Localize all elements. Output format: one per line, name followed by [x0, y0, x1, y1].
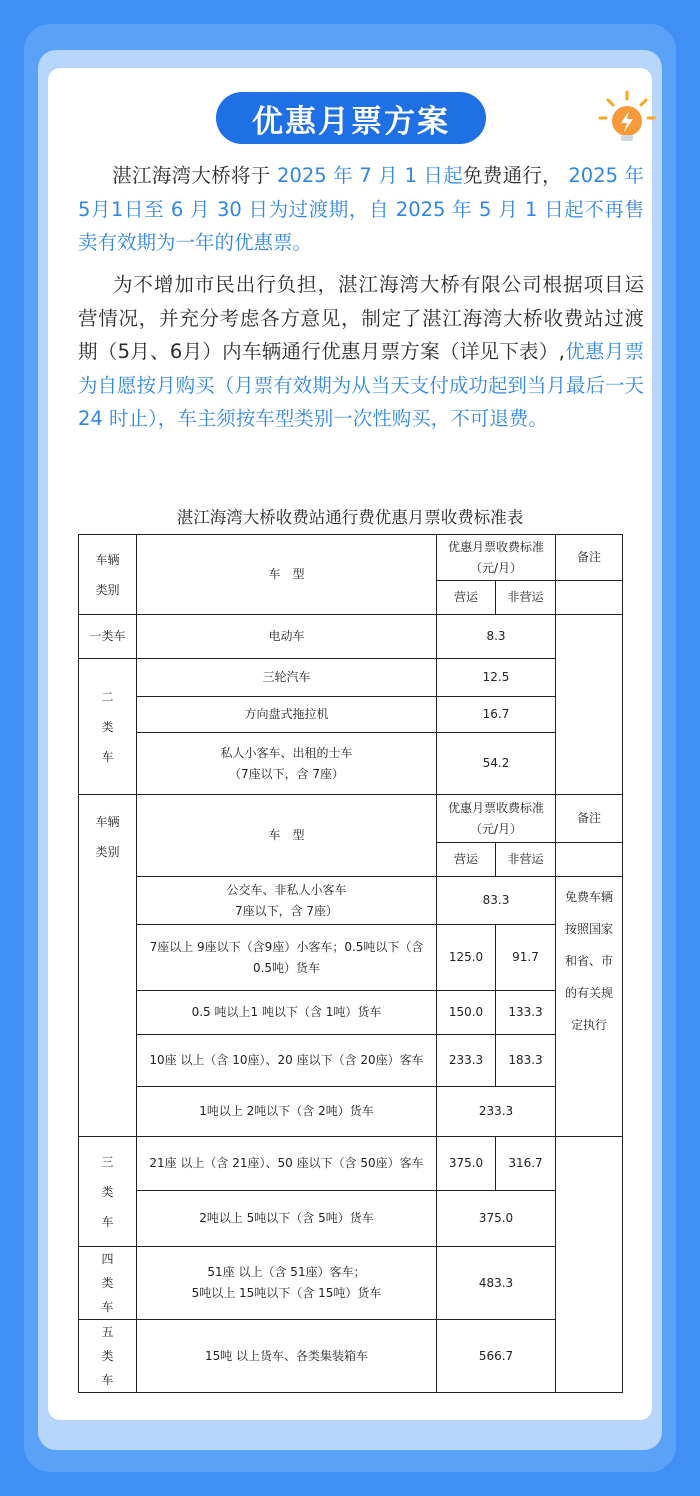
header-remark: 备注 — [556, 535, 623, 581]
class3-price-2: 375.0 — [437, 1191, 556, 1247]
class5-model: 15吨 以上货车、各类集装箱车 — [137, 1320, 437, 1393]
rowb-nonop-4: 183.3 — [496, 1035, 556, 1087]
rowb-price-1: 83.3 — [437, 877, 556, 925]
plan-paragraph — [78, 268, 644, 436]
rowb-model-1: 公交车、非私人小客车 7座以下，含 7座） — [137, 877, 437, 925]
table-title: 湛江海湾大桥收费站通行费优惠月票收费标准表 — [176, 508, 524, 527]
header-category: 车辆 类别 — [79, 535, 137, 615]
rowb-price-5: 233.3 — [437, 1087, 556, 1137]
table-row — [79, 991, 623, 1035]
table-row — [79, 877, 623, 925]
class1-label: 一类车 — [79, 615, 137, 659]
rowb-op-2: 125.0 — [437, 925, 496, 991]
remark-free-vehicles: 免费车辆 按照国家 和省、市 的有关规 定执行 — [556, 877, 623, 1137]
table-row — [79, 659, 623, 697]
class3-nonop-1: 316.7 — [496, 1137, 556, 1191]
class2-price-2: 16.7 — [437, 697, 556, 733]
fee-table — [78, 534, 623, 1393]
class2-model-3: 私人小客车、出租的士车 （7座以下，含 7座） — [137, 733, 437, 795]
table-row — [79, 1035, 623, 1087]
rowb-nonop-2: 91.7 — [496, 925, 556, 991]
rowb-model-3: 0.5 吨以上1 吨以下（含 1吨）货车 — [137, 991, 437, 1035]
rowb-model-2: 7座以上 9座以下（含9座）小客车；0.5吨以下（含 0.5吨）货车 — [137, 925, 437, 991]
page-title: 优惠月票方案 — [216, 92, 486, 144]
class3-op-1: 375.0 — [437, 1137, 496, 1191]
header-model: 车 型 — [137, 535, 437, 615]
table-row — [79, 1137, 623, 1191]
table-row — [79, 1247, 623, 1320]
table-header-row — [79, 535, 623, 581]
header-standard: 优惠月票收费标准 （元/月） — [437, 535, 556, 581]
intro-date-highlight: 2025 年 7 月 1 日起 — [277, 164, 463, 187]
intro-text-2: 免费通行， — [463, 164, 569, 187]
table-row — [79, 733, 623, 795]
table-row — [79, 925, 623, 991]
table-header-row-repeat — [79, 795, 623, 843]
table-row — [79, 1320, 623, 1393]
header-remark-repeat: 备注 — [556, 795, 623, 843]
class5-price: 566.7 — [437, 1320, 556, 1393]
class2-label: 二 类 车 — [79, 659, 137, 795]
class4-price: 483.3 — [437, 1247, 556, 1320]
class3-label: 三 类 车 — [79, 1137, 137, 1247]
plan-highlight: 优惠月票为自愿按月购买（月票有效期为从当天支付成功起到当月最后一天24 时止），车主须按车型类别一次性购买，不可退费。 — [78, 340, 644, 430]
class5-label: 五 类 车 — [79, 1320, 137, 1393]
remark-blank-2 — [556, 1137, 623, 1393]
header-standard-repeat: 优惠月票收费标准 （元/月） — [437, 795, 556, 843]
class2-price-1: 12.5 — [437, 659, 556, 697]
class2-model-1: 三轮汽车 — [137, 659, 437, 697]
table-row — [79, 1191, 623, 1247]
header-remark-blank-repeat — [556, 843, 623, 877]
intro-transition-highlight: 2025 年 5月1日至 6 月 30 日为过渡期，自 2025 年 5 月 1 日起不再售卖有效期为一年的优惠票。 — [78, 164, 644, 254]
header-operating-repeat: 营运 — [437, 843, 496, 877]
header-non-operating-repeat: 非营运 — [496, 843, 556, 877]
class1-model: 电动车 — [137, 615, 437, 659]
rowb-op-3: 150.0 — [437, 991, 496, 1035]
header-model-repeat: 车 型 — [137, 795, 437, 877]
class3-model-2: 2吨以上 5吨以下（含 5吨）货车 — [137, 1191, 437, 1247]
header-operating: 营运 — [437, 581, 496, 615]
class3-model-1: 21座 以上（含 21座）、50 座以下（含 50座）客车 — [137, 1137, 437, 1191]
plan-text-1: 为不增加市民出行负担，湛江海湾大桥有限公司根据项目运 营情况，并充分考虑各方意见，制定了湛江海湾大桥收费站过渡 期（5月、6月）内车辆通行优惠月票方案（详见下表）, — [78, 273, 644, 363]
header-category-repeat: 车辆 类别 — [79, 795, 137, 1137]
lightbulb-icon — [594, 86, 660, 152]
rowb-op-4: 233.3 — [437, 1035, 496, 1087]
class2-model-2: 方向盘式拖拉机 — [137, 697, 437, 733]
class2-price-3: 54.2 — [437, 733, 556, 795]
rowb-model-5: 1吨以上 2吨以下（含 2吨）货车 — [137, 1087, 437, 1137]
header-remark-blank — [556, 581, 623, 615]
table-row — [79, 615, 623, 659]
intro-paragraph — [78, 159, 644, 260]
rowb-nonop-3: 133.3 — [496, 991, 556, 1035]
rowb-model-4: 10座 以上（含 10座）、20 座以下（含 20座）客车 — [137, 1035, 437, 1087]
table-row — [79, 697, 623, 733]
intro-text-1: 湛江海湾大桥将于 — [112, 164, 278, 187]
table-row — [79, 1087, 623, 1137]
class1-price: 8.3 — [437, 615, 556, 659]
class4-model: 51座 以上（含 51座）客车； 5吨以上 15吨以下（含 15吨）货车 — [137, 1247, 437, 1320]
header-non-operating: 非营运 — [496, 581, 556, 615]
class4-label: 四 类 车 — [79, 1247, 137, 1320]
remark-blank-1 — [556, 615, 623, 795]
